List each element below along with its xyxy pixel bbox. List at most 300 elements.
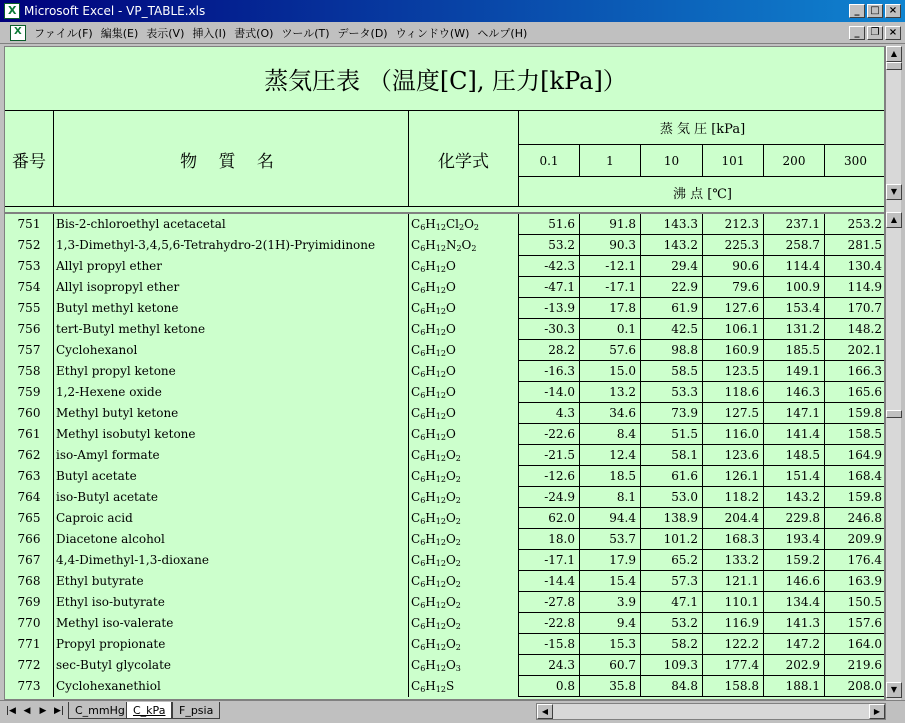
excel-icon[interactable] bbox=[4, 3, 20, 19]
formula-part: C bbox=[411, 469, 421, 483]
cell-value-1[interactable]: 9.4 bbox=[580, 613, 641, 634]
cell-formula[interactable] bbox=[409, 613, 519, 634]
cell-value-1[interactable]: -12.1 bbox=[580, 256, 641, 277]
cell-value-5[interactable]: 176.4 bbox=[825, 550, 885, 571]
header-formula[interactable]: 化学式 bbox=[409, 111, 519, 207]
formula-part: 6 bbox=[420, 370, 426, 379]
cell-value-5[interactable]: 165.6 bbox=[825, 382, 885, 403]
cell-value-3[interactable]: 212.3 bbox=[703, 214, 764, 235]
cell-value-4[interactable]: 153.4 bbox=[764, 298, 825, 319]
doc-close-button[interactable]: × bbox=[885, 26, 901, 40]
cell-value-1[interactable]: 15.0 bbox=[580, 361, 641, 382]
cell-value-4[interactable]: 188.1 bbox=[764, 676, 825, 697]
cell-substance-name[interactable]: Allyl propyl ether bbox=[54, 256, 409, 277]
cell-formula[interactable] bbox=[409, 592, 519, 613]
cell-value-3[interactable]: 122.2 bbox=[703, 634, 764, 655]
scroll-up-top-icon[interactable]: ▲ bbox=[886, 46, 902, 62]
cell-number[interactable]: 763 bbox=[5, 466, 54, 487]
cell-value-1[interactable]: 3.9 bbox=[580, 592, 641, 613]
menu-edit[interactable]: 編集(E) bbox=[100, 26, 139, 40]
cell-value-1[interactable]: 17.8 bbox=[580, 298, 641, 319]
formula-part: O bbox=[445, 427, 456, 441]
minimize-button[interactable]: _ bbox=[849, 4, 865, 18]
cell-value-5[interactable]: 164.9 bbox=[825, 445, 885, 466]
formula-part: 12 bbox=[435, 601, 446, 610]
cell-formula[interactable] bbox=[409, 340, 519, 361]
formula-part: H bbox=[425, 469, 436, 483]
cell-number[interactable]: 756 bbox=[5, 319, 54, 340]
cell-substance-name[interactable]: 4,4-Dimethyl-1,3-dioxane bbox=[54, 550, 409, 571]
menu-file[interactable]: ファイル(F) bbox=[34, 26, 93, 40]
header-boiling-point[interactable]: 沸 点 [℃] bbox=[673, 186, 732, 202]
cell-value-5[interactable]: 163.9 bbox=[825, 571, 885, 592]
menu-data[interactable]: データ(D) bbox=[337, 26, 388, 40]
header-pressure-5[interactable]: 300 bbox=[825, 145, 885, 177]
cell-value-0[interactable]: 4.3 bbox=[519, 403, 580, 424]
formula-part: 2 bbox=[455, 580, 461, 589]
cell-value-4[interactable]: 229.8 bbox=[764, 508, 825, 529]
header-pressure-0[interactable]: 0.1 bbox=[519, 145, 580, 177]
formula-part: N bbox=[445, 238, 457, 252]
header-substance-name[interactable]: 物 質 名 bbox=[54, 111, 409, 207]
formula-part: O bbox=[445, 343, 456, 357]
cell-value-3[interactable]: 160.9 bbox=[703, 340, 764, 361]
cell-value-0[interactable]: -17.1 bbox=[519, 550, 580, 571]
cell-value-1[interactable]: 0.1 bbox=[580, 319, 641, 340]
cell-value-4[interactable]: 258.7 bbox=[764, 235, 825, 256]
scroll-thumb[interactable] bbox=[886, 410, 902, 418]
formula-part: 6 bbox=[420, 685, 426, 694]
cell-value-2[interactable]: 57.3 bbox=[641, 571, 703, 592]
cell-number[interactable]: 765 bbox=[5, 508, 54, 529]
cell-value-2[interactable]: 61.9 bbox=[641, 298, 703, 319]
cell-value-5[interactable]: 170.7 bbox=[825, 298, 885, 319]
cell-value-0[interactable]: 53.2 bbox=[519, 235, 580, 256]
formula-part: 6 bbox=[420, 286, 426, 295]
cell-formula[interactable] bbox=[409, 298, 519, 319]
close-button[interactable]: × bbox=[885, 4, 901, 18]
cell-value-3[interactable]: 123.5 bbox=[703, 361, 764, 382]
cell-substance-name[interactable]: sec-Butyl glycolate bbox=[54, 655, 409, 676]
cell-value-0[interactable]: -22.8 bbox=[519, 613, 580, 634]
formula-part: 2 bbox=[455, 475, 461, 484]
cell-formula[interactable] bbox=[409, 319, 519, 340]
cell-value-0[interactable]: -24.9 bbox=[519, 487, 580, 508]
cell-value-0[interactable]: -13.9 bbox=[519, 298, 580, 319]
header-number[interactable]: 番号 bbox=[5, 111, 54, 207]
cell-value-3[interactable]: 123.6 bbox=[703, 445, 764, 466]
cell-formula[interactable] bbox=[409, 466, 519, 487]
cell-number[interactable]: 761 bbox=[5, 424, 54, 445]
cell-value-3[interactable]: 168.3 bbox=[703, 529, 764, 550]
cell-value-0[interactable]: 18.0 bbox=[519, 529, 580, 550]
cell-value-1[interactable]: 34.6 bbox=[580, 403, 641, 424]
cell-formula[interactable] bbox=[409, 676, 519, 697]
cell-number[interactable]: 772 bbox=[5, 655, 54, 676]
cell-value-5[interactable]: 157.6 bbox=[825, 613, 885, 634]
cell-value-2[interactable]: 58.5 bbox=[641, 361, 703, 382]
header-pressure-4[interactable]: 200 bbox=[764, 145, 825, 177]
cell-substance-name[interactable]: Butyl methyl ketone bbox=[54, 298, 409, 319]
table-row bbox=[5, 361, 885, 382]
header-pressure-3[interactable]: 101 bbox=[703, 145, 764, 177]
scroll-down-top-icon[interactable]: ▼ bbox=[886, 184, 902, 200]
scroll-down-icon[interactable]: ▼ bbox=[886, 682, 902, 698]
cell-value-4[interactable]: 146.6 bbox=[764, 571, 825, 592]
cell-value-5[interactable]: 130.4 bbox=[825, 256, 885, 277]
cell-value-5[interactable]: 208.0 bbox=[825, 676, 885, 697]
cell-value-0[interactable]: 24.3 bbox=[519, 655, 580, 676]
menu-insert[interactable]: 挿入(I) bbox=[192, 26, 227, 40]
cell-substance-name[interactable]: tert-Butyl methyl ketone bbox=[54, 319, 409, 340]
cell-value-4[interactable]: 141.3 bbox=[764, 613, 825, 634]
cell-number[interactable]: 764 bbox=[5, 487, 54, 508]
formula-part: O bbox=[445, 259, 456, 273]
cell-value-1[interactable]: 90.3 bbox=[580, 235, 641, 256]
cell-value-2[interactable]: 58.2 bbox=[641, 634, 703, 655]
formula-part: 12 bbox=[435, 517, 446, 526]
formula-part: 6 bbox=[420, 244, 426, 253]
cell-substance-name[interactable]: 1,3-Dimethyl-3,4,5,6-Tetrahydro-2(1H)-Pryimidinone bbox=[54, 235, 409, 256]
formula-part: O bbox=[445, 490, 456, 504]
cell-value-2[interactable]: 101.2 bbox=[641, 529, 703, 550]
cell-value-0[interactable]: 0.8 bbox=[519, 676, 580, 697]
cell-value-2[interactable]: 47.1 bbox=[641, 592, 703, 613]
cell-substance-name[interactable]: Bis-2-chloroethyl acetacetal bbox=[54, 214, 409, 235]
cell-number[interactable]: 766 bbox=[5, 529, 54, 550]
cell-value-5[interactable]: 158.5 bbox=[825, 424, 885, 445]
scroll-up-icon[interactable]: ▲ bbox=[886, 212, 902, 228]
cell-number[interactable]: 762 bbox=[5, 445, 54, 466]
menu-window[interactable]: ウィンドウ(W) bbox=[395, 26, 470, 40]
table-row bbox=[5, 634, 885, 655]
cell-value-0[interactable]: -12.6 bbox=[519, 466, 580, 487]
cell-value-4[interactable]: 147.2 bbox=[764, 634, 825, 655]
formula-part: C bbox=[411, 427, 421, 441]
cell-number[interactable]: 759 bbox=[5, 382, 54, 403]
cell-value-4[interactable]: 159.2 bbox=[764, 550, 825, 571]
cell-formula[interactable] bbox=[409, 571, 519, 592]
cell-value-0[interactable]: -30.3 bbox=[519, 319, 580, 340]
cell-value-2[interactable]: 61.6 bbox=[641, 466, 703, 487]
cell-value-0[interactable]: 51.6 bbox=[519, 214, 580, 235]
cell-value-2[interactable]: 109.3 bbox=[641, 655, 703, 676]
prev-sheet-icon[interactable]: ◀ bbox=[23, 706, 31, 716]
formula-part: H bbox=[425, 490, 436, 504]
cell-substance-name[interactable]: Ethyl propyl ketone bbox=[54, 361, 409, 382]
cell-value-2[interactable]: 53.2 bbox=[641, 613, 703, 634]
cell-formula[interactable] bbox=[409, 214, 519, 235]
cell-value-1[interactable]: 13.2 bbox=[580, 382, 641, 403]
cell-formula[interactable] bbox=[409, 235, 519, 256]
tab-c-kpa[interactable]: C_kPa bbox=[126, 702, 172, 719]
cell-value-3[interactable]: 90.6 bbox=[703, 256, 764, 277]
formula-part: 12 bbox=[435, 475, 446, 484]
cell-value-3[interactable]: 110.1 bbox=[703, 592, 764, 613]
formula-part: H bbox=[425, 385, 436, 399]
cell-value-1[interactable]: 12.4 bbox=[580, 445, 641, 466]
scroll-thumb-top[interactable] bbox=[886, 62, 902, 70]
cell-substance-name[interactable]: Methyl iso-valerate bbox=[54, 613, 409, 634]
cell-value-2[interactable]: 98.8 bbox=[641, 340, 703, 361]
cell-value-5[interactable]: 209.9 bbox=[825, 529, 885, 550]
cell-substance-name[interactable]: Butyl acetate bbox=[54, 466, 409, 487]
cell-value-4[interactable]: 100.9 bbox=[764, 277, 825, 298]
cell-value-4[interactable]: 131.2 bbox=[764, 319, 825, 340]
doc-minimize-button[interactable]: _ bbox=[849, 26, 865, 40]
cell-number[interactable]: 767 bbox=[5, 550, 54, 571]
cell-value-5[interactable]: 253.2 bbox=[825, 214, 885, 235]
scroll-right-icon[interactable]: ▶ bbox=[869, 704, 885, 719]
cell-value-1[interactable]: 91.8 bbox=[580, 214, 641, 235]
formula-part: H bbox=[425, 574, 436, 588]
cell-value-3[interactable]: 116.9 bbox=[703, 613, 764, 634]
cell-value-5[interactable]: 164.0 bbox=[825, 634, 885, 655]
cell-value-3[interactable]: 126.1 bbox=[703, 466, 764, 487]
cell-formula[interactable] bbox=[409, 277, 519, 298]
cell-value-2[interactable]: 65.2 bbox=[641, 550, 703, 571]
cell-number[interactable]: 773 bbox=[5, 676, 54, 697]
cell-formula[interactable] bbox=[409, 529, 519, 550]
cell-substance-name[interactable]: iso-Butyl acetate bbox=[54, 487, 409, 508]
cell-value-0[interactable]: -14.4 bbox=[519, 571, 580, 592]
cell-value-0[interactable]: -14.0 bbox=[519, 382, 580, 403]
cell-number[interactable]: 757 bbox=[5, 340, 54, 361]
formula-part: 12 bbox=[435, 538, 446, 547]
cell-substance-name[interactable]: Cyclohexanol bbox=[54, 340, 409, 361]
maximize-button[interactable]: □ bbox=[867, 4, 883, 18]
table-row bbox=[5, 466, 885, 487]
cell-value-4[interactable]: 151.4 bbox=[764, 466, 825, 487]
formula-part: C bbox=[411, 217, 421, 231]
doc-restore-button[interactable]: ❐ bbox=[867, 26, 883, 40]
cell-value-4[interactable]: 202.9 bbox=[764, 655, 825, 676]
cell-value-4[interactable]: 193.4 bbox=[764, 529, 825, 550]
formula-part: O bbox=[445, 301, 456, 315]
cell-value-3[interactable]: 118.6 bbox=[703, 382, 764, 403]
vertical-scrollbar[interactable] bbox=[885, 46, 901, 700]
cell-value-4[interactable]: 237.1 bbox=[764, 214, 825, 235]
cell-value-1[interactable]: 15.3 bbox=[580, 634, 641, 655]
cell-value-3[interactable]: 116.0 bbox=[703, 424, 764, 445]
header-pressure-2[interactable]: 10 bbox=[641, 145, 703, 177]
table-row bbox=[5, 298, 885, 319]
cell-value-2[interactable]: 29.4 bbox=[641, 256, 703, 277]
sheet-title[interactable]: 蒸気圧表 （温度[C], 圧力[kPa]） bbox=[5, 47, 885, 111]
formula-part: S bbox=[445, 679, 455, 693]
cell-value-5[interactable]: 166.3 bbox=[825, 361, 885, 382]
cell-value-0[interactable]: -47.1 bbox=[519, 277, 580, 298]
formula-part: 6 bbox=[420, 475, 426, 484]
cell-formula[interactable] bbox=[409, 550, 519, 571]
cell-value-4[interactable]: 149.1 bbox=[764, 361, 825, 382]
cell-substance-name[interactable]: Propyl propionate bbox=[54, 634, 409, 655]
first-sheet-icon[interactable]: |◀ bbox=[6, 706, 16, 716]
cell-substance-name[interactable]: Ethyl iso-butyrate bbox=[54, 592, 409, 613]
cell-value-3[interactable]: 79.6 bbox=[703, 277, 764, 298]
cell-formula[interactable] bbox=[409, 382, 519, 403]
cell-value-3[interactable]: 127.6 bbox=[703, 298, 764, 319]
formula-part: 12 bbox=[435, 307, 446, 316]
cell-value-2[interactable]: 143.3 bbox=[641, 214, 703, 235]
cell-value-5[interactable]: 202.1 bbox=[825, 340, 885, 361]
cell-value-3[interactable]: 177.4 bbox=[703, 655, 764, 676]
tab-c-mmhg[interactable]: C_mmHg bbox=[68, 702, 132, 719]
cell-value-5[interactable]: 159.8 bbox=[825, 403, 885, 424]
table-row bbox=[5, 508, 885, 529]
scroll-left-icon[interactable]: ◀ bbox=[537, 704, 553, 719]
cell-number[interactable]: 771 bbox=[5, 634, 54, 655]
cell-value-2[interactable]: 84.8 bbox=[641, 676, 703, 697]
cell-value-5[interactable]: 168.4 bbox=[825, 466, 885, 487]
cell-value-5[interactable]: 281.5 bbox=[825, 235, 885, 256]
cell-substance-name[interactable]: Methyl butyl ketone bbox=[54, 403, 409, 424]
formula-part: 12 bbox=[435, 664, 446, 673]
cell-number[interactable]: 753 bbox=[5, 256, 54, 277]
cell-number[interactable]: 754 bbox=[5, 277, 54, 298]
formula-part: 6 bbox=[420, 559, 426, 568]
cell-number[interactable]: 769 bbox=[5, 592, 54, 613]
cell-value-2[interactable]: 58.1 bbox=[641, 445, 703, 466]
cell-substance-name[interactable]: Caproic acid bbox=[54, 508, 409, 529]
cell-value-2[interactable]: 143.2 bbox=[641, 235, 703, 256]
cell-number[interactable]: 768 bbox=[5, 571, 54, 592]
cell-value-3[interactable]: 121.1 bbox=[703, 571, 764, 592]
cell-number[interactable]: 755 bbox=[5, 298, 54, 319]
cell-value-3[interactable]: 133.2 bbox=[703, 550, 764, 571]
cell-value-2[interactable]: 42.5 bbox=[641, 319, 703, 340]
cell-value-1[interactable]: 17.9 bbox=[580, 550, 641, 571]
cell-value-4[interactable]: 134.4 bbox=[764, 592, 825, 613]
cell-value-1[interactable]: 8.1 bbox=[580, 487, 641, 508]
header-pressure-1[interactable]: 1 bbox=[580, 145, 641, 177]
cell-substance-name[interactable]: iso-Amyl formate bbox=[54, 445, 409, 466]
tab-f-psia[interactable]: F_psia bbox=[172, 702, 220, 719]
horizontal-scrollbar[interactable] bbox=[536, 703, 886, 720]
cell-value-3[interactable]: 204.4 bbox=[703, 508, 764, 529]
formula-part: H bbox=[425, 616, 436, 630]
cell-number[interactable]: 760 bbox=[5, 403, 54, 424]
next-sheet-icon[interactable]: ▶ bbox=[39, 706, 47, 716]
menu-help[interactable]: ヘルプ(H) bbox=[477, 26, 528, 40]
cell-value-1[interactable]: 35.8 bbox=[580, 676, 641, 697]
cell-value-4[interactable]: 146.3 bbox=[764, 382, 825, 403]
cell-formula[interactable] bbox=[409, 634, 519, 655]
cell-value-0[interactable]: 28.2 bbox=[519, 340, 580, 361]
cell-value-2[interactable]: 138.9 bbox=[641, 508, 703, 529]
cell-value-2[interactable]: 73.9 bbox=[641, 403, 703, 424]
table-row bbox=[5, 256, 885, 277]
formula-part: H bbox=[425, 658, 436, 672]
cell-value-0[interactable]: -15.8 bbox=[519, 634, 580, 655]
cell-value-0[interactable]: -21.5 bbox=[519, 445, 580, 466]
cell-value-1[interactable]: 8.4 bbox=[580, 424, 641, 445]
cell-value-2[interactable]: 22.9 bbox=[641, 277, 703, 298]
cell-number[interactable]: 751 bbox=[5, 214, 54, 235]
cell-value-5[interactable]: 159.8 bbox=[825, 487, 885, 508]
cell-formula[interactable] bbox=[409, 655, 519, 676]
table-row bbox=[5, 445, 885, 466]
cell-value-1[interactable]: 60.7 bbox=[580, 655, 641, 676]
cell-value-3[interactable]: 118.2 bbox=[703, 487, 764, 508]
cell-formula[interactable] bbox=[409, 424, 519, 445]
header-vapor-pressure[interactable]: 蒸 気 圧 [kPa] bbox=[519, 111, 885, 145]
formula-part: 2 bbox=[455, 454, 461, 463]
formula-part: 6 bbox=[420, 223, 426, 232]
cell-value-1[interactable]: -17.1 bbox=[580, 277, 641, 298]
cell-substance-name[interactable]: 1,2-Hexene oxide bbox=[54, 382, 409, 403]
worksheet[interactable] bbox=[4, 46, 885, 700]
cell-value-5[interactable]: 246.8 bbox=[825, 508, 885, 529]
cell-value-5[interactable]: 150.5 bbox=[825, 592, 885, 613]
cell-value-1[interactable]: 53.7 bbox=[580, 529, 641, 550]
cell-substance-name[interactable]: Cyclohexanethiol bbox=[54, 676, 409, 697]
last-sheet-icon[interactable]: ▶| bbox=[54, 706, 64, 716]
cell-value-0[interactable]: -27.8 bbox=[519, 592, 580, 613]
cell-formula[interactable] bbox=[409, 508, 519, 529]
cell-value-2[interactable]: 53.0 bbox=[641, 487, 703, 508]
cell-value-2[interactable]: 51.5 bbox=[641, 424, 703, 445]
cell-value-0[interactable]: -22.6 bbox=[519, 424, 580, 445]
cell-value-3[interactable]: 127.5 bbox=[703, 403, 764, 424]
cell-substance-name[interactable]: Allyl isopropyl ether bbox=[54, 277, 409, 298]
cell-value-0[interactable]: 62.0 bbox=[519, 508, 580, 529]
cell-value-0[interactable]: -42.3 bbox=[519, 256, 580, 277]
formula-part: C bbox=[411, 532, 421, 546]
freeze-pane-split[interactable] bbox=[5, 207, 885, 214]
cell-value-4[interactable]: 143.2 bbox=[764, 487, 825, 508]
cell-value-3[interactable]: 225.3 bbox=[703, 235, 764, 256]
cell-value-0[interactable]: -16.3 bbox=[519, 361, 580, 382]
formula-part: 6 bbox=[420, 328, 426, 337]
cell-value-1[interactable]: 94.4 bbox=[580, 508, 641, 529]
cell-value-5[interactable]: 114.9 bbox=[825, 277, 885, 298]
cell-value-5[interactable]: 219.6 bbox=[825, 655, 885, 676]
cell-value-1[interactable]: 18.5 bbox=[580, 466, 641, 487]
cell-value-3[interactable]: 158.8 bbox=[703, 676, 764, 697]
formula-part: 12 bbox=[435, 244, 446, 253]
menu-tools[interactable]: ツール(T) bbox=[281, 26, 330, 40]
cell-formula[interactable] bbox=[409, 256, 519, 277]
cell-number[interactable]: 752 bbox=[5, 235, 54, 256]
formula-part: 6 bbox=[420, 391, 426, 400]
cell-value-4[interactable]: 185.5 bbox=[764, 340, 825, 361]
cell-value-5[interactable]: 148.2 bbox=[825, 319, 885, 340]
cell-formula[interactable] bbox=[409, 445, 519, 466]
cell-substance-name[interactable]: Diacetone alcohol bbox=[54, 529, 409, 550]
cell-substance-name[interactable]: Methyl isobutyl ketone bbox=[54, 424, 409, 445]
cell-value-4[interactable]: 148.5 bbox=[764, 445, 825, 466]
cell-formula[interactable] bbox=[409, 487, 519, 508]
cell-number[interactable]: 758 bbox=[5, 361, 54, 382]
menu-format[interactable]: 書式(O) bbox=[234, 26, 274, 40]
cell-value-1[interactable]: 15.4 bbox=[580, 571, 641, 592]
cell-value-4[interactable]: 114.4 bbox=[764, 256, 825, 277]
cell-value-1[interactable]: 57.6 bbox=[580, 340, 641, 361]
cell-value-4[interactable]: 141.4 bbox=[764, 424, 825, 445]
cell-substance-name[interactable]: Ethyl butyrate bbox=[54, 571, 409, 592]
cell-formula[interactable] bbox=[409, 361, 519, 382]
formula-part: O bbox=[445, 469, 456, 483]
workbook-icon[interactable] bbox=[10, 25, 26, 41]
cell-number[interactable]: 770 bbox=[5, 613, 54, 634]
cell-value-3[interactable]: 106.1 bbox=[703, 319, 764, 340]
cell-formula[interactable] bbox=[409, 403, 519, 424]
cell-value-2[interactable]: 53.3 bbox=[641, 382, 703, 403]
table-row bbox=[5, 655, 885, 676]
cell-value-4[interactable]: 147.1 bbox=[764, 403, 825, 424]
menu-view[interactable]: 表示(V) bbox=[146, 26, 185, 40]
